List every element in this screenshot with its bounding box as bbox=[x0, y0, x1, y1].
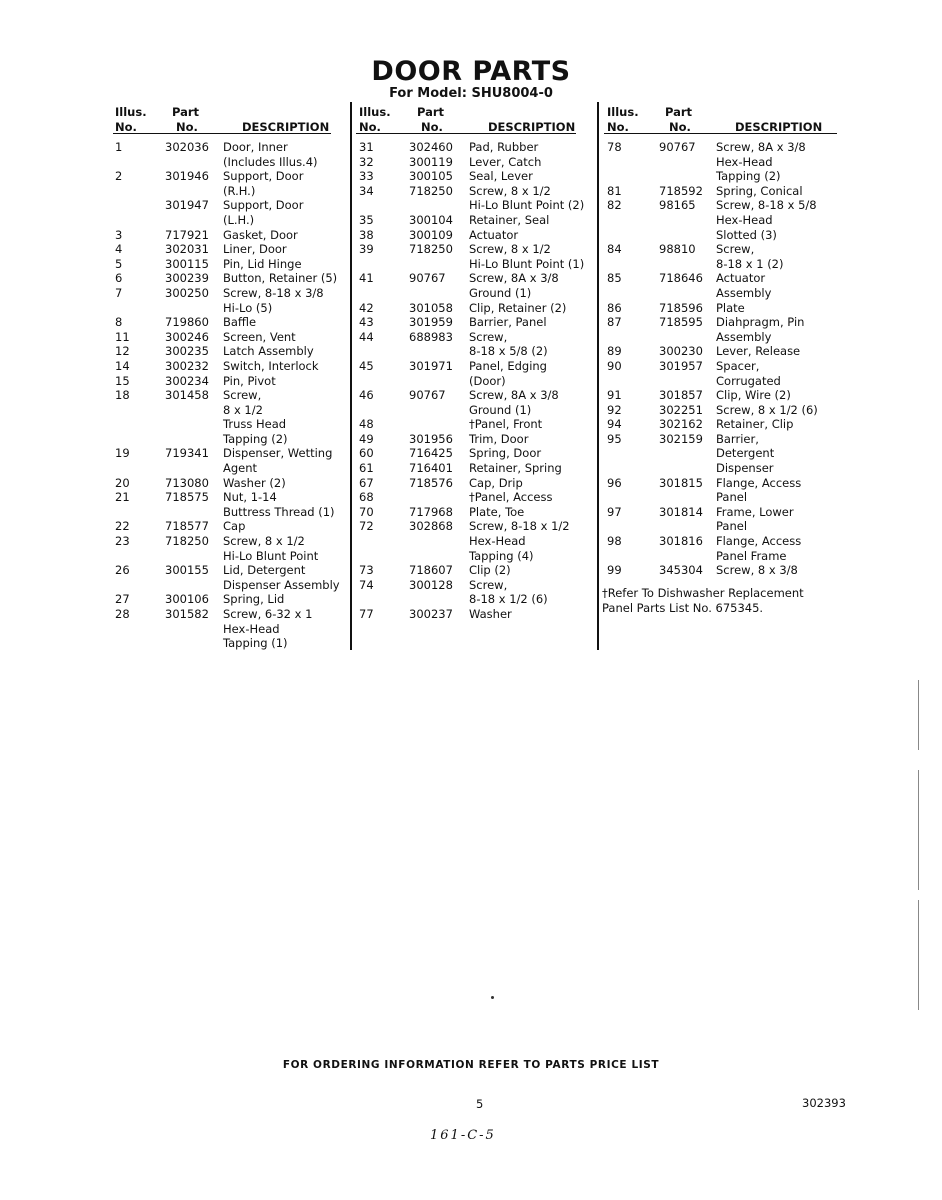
description-cell: Button, Retainer (5) bbox=[223, 271, 338, 286]
part-no-cell: 300239 bbox=[165, 271, 209, 286]
illus-no-cell: 90 bbox=[607, 358, 622, 373]
ordering-note: FOR ORDERING INFORMATION REFER TO PARTS PRICE LIST bbox=[282, 1059, 660, 1071]
part-no-cell: 301814 bbox=[659, 504, 703, 519]
illus-no-cell: 34 bbox=[359, 183, 374, 198]
description-cell: Corrugated bbox=[716, 373, 781, 388]
illus-header: Illus. bbox=[607, 105, 639, 119]
description-cell: Barrier, bbox=[716, 431, 759, 446]
description-cell: Pad, Rubber bbox=[469, 140, 539, 154]
footnote-line: Panel Parts List No. 675345. bbox=[602, 600, 764, 615]
description-cell: Spring, Conical bbox=[716, 183, 803, 198]
description-cell: Screw, 8-18 x 1/2 bbox=[469, 519, 570, 534]
illus-no-cell: 86 bbox=[607, 300, 622, 315]
illus-no-cell: 41 bbox=[359, 271, 374, 286]
description-cell: Lid, Detergent bbox=[223, 563, 306, 578]
illus-no-cell: 6 bbox=[115, 271, 123, 286]
illus-no-cell: 89 bbox=[607, 344, 622, 359]
part-no-cell: 90767 bbox=[409, 388, 446, 403]
description-header: DESCRIPTION bbox=[735, 120, 823, 134]
part-no-cell: 302251 bbox=[659, 402, 703, 417]
description-cell: Plate, Toe bbox=[469, 504, 525, 519]
description-cell: Retainer, Seal bbox=[469, 212, 550, 227]
part-no-cell: 718592 bbox=[659, 183, 703, 198]
part-no-cell: 345304 bbox=[659, 563, 703, 578]
part-no-cell: 718596 bbox=[659, 300, 703, 315]
part-no-cell: 301582 bbox=[165, 607, 209, 621]
part-no-cell: 716425 bbox=[409, 446, 453, 461]
description-cell: Assembly bbox=[716, 329, 772, 344]
part-no-cell: 300104 bbox=[409, 212, 453, 227]
part-no-cell: 717968 bbox=[409, 504, 453, 519]
illus-no-cell: 43 bbox=[359, 315, 374, 330]
description-cell: Plate bbox=[716, 300, 745, 315]
scan-mark bbox=[918, 900, 919, 1010]
illus-no-cell: 3 bbox=[115, 227, 123, 242]
illus-no-cell: 1 bbox=[115, 140, 123, 154]
part-no-header: No. bbox=[669, 120, 691, 134]
part-header: Part bbox=[172, 105, 200, 119]
part-no-cell: 718575 bbox=[165, 490, 209, 505]
illus-no-cell: 84 bbox=[607, 242, 622, 257]
part-no-cell: 301816 bbox=[659, 534, 703, 549]
description-cell: Screw, bbox=[469, 577, 508, 592]
description-cell: Barrier, Panel bbox=[469, 315, 547, 330]
description-cell: Dispenser, Wetting bbox=[223, 446, 333, 461]
illus-no-cell: 81 bbox=[607, 183, 622, 198]
part-no-cell: 718250 bbox=[409, 242, 453, 257]
part-no-cell: 300232 bbox=[165, 358, 209, 373]
part-no-cell: 301947 bbox=[165, 198, 209, 213]
part-no-cell: 300109 bbox=[409, 227, 453, 242]
part-no-cell: 716401 bbox=[409, 461, 453, 476]
illus-no-cell: 20 bbox=[115, 475, 130, 490]
part-no-cell: 300105 bbox=[409, 169, 453, 184]
part-no-cell: 718595 bbox=[659, 315, 703, 330]
illus-no-cell: 15 bbox=[115, 373, 130, 388]
description-cell: Screw, 8 x 3/8 bbox=[716, 563, 798, 578]
description-cell: Screen, Vent bbox=[223, 329, 296, 344]
description-cell: Clip (2) bbox=[469, 563, 511, 578]
part-no-cell: 301959 bbox=[409, 315, 453, 330]
illus-no-cell: 4 bbox=[115, 242, 123, 257]
part-no-cell: 301957 bbox=[659, 358, 703, 373]
description-cell: Screw, 8-18 x 5/8 bbox=[716, 198, 817, 213]
scan-mark bbox=[918, 680, 919, 750]
part-no-cell: 301971 bbox=[409, 358, 453, 373]
illus-no-cell: 19 bbox=[115, 446, 130, 461]
part-no-cell: 718607 bbox=[409, 563, 453, 578]
description-cell: Spacer, bbox=[716, 358, 760, 373]
description-cell: Cap bbox=[223, 519, 246, 534]
part-no-cell: 688983 bbox=[409, 329, 453, 344]
part-no-cell: 717921 bbox=[165, 227, 209, 242]
description-cell: Clip, Retainer (2) bbox=[469, 300, 567, 315]
description-cell: Tapping (1) bbox=[223, 636, 288, 651]
header-rule bbox=[604, 133, 837, 134]
description-cell: Screw, 8 x 1/2 bbox=[469, 242, 551, 257]
description-cell: Switch, Interlock bbox=[223, 358, 319, 373]
description-cell: Assembly bbox=[716, 285, 772, 300]
illus-no-cell: 18 bbox=[115, 388, 130, 403]
illus-no-cell: 67 bbox=[359, 475, 374, 490]
description-cell: Baffle bbox=[223, 315, 257, 330]
description-cell: Screw, 8 x 1/2 bbox=[469, 183, 551, 198]
part-no-cell: 302162 bbox=[659, 417, 703, 432]
illus-no-cell: 39 bbox=[359, 242, 374, 257]
illus-no-header: No. bbox=[115, 120, 137, 134]
illus-no-cell: 33 bbox=[359, 169, 374, 184]
description-cell: Nut, 1-14 bbox=[223, 490, 277, 505]
part-no-cell: 719860 bbox=[165, 315, 209, 330]
description-cell: Door, Inner bbox=[223, 140, 288, 154]
description-cell: Screw, 6-32 x 1 bbox=[223, 607, 313, 621]
description-cell: Panel, Edging bbox=[469, 358, 547, 373]
illus-no-cell: 31 bbox=[359, 140, 374, 154]
speck bbox=[491, 996, 494, 999]
part-no-cell: 301815 bbox=[659, 475, 703, 490]
part-no-cell: 718250 bbox=[409, 183, 453, 198]
footnote-line: †Refer To Dishwasher Replacement bbox=[602, 586, 804, 600]
illus-no-cell: 28 bbox=[115, 607, 130, 621]
description-cell: (Includes Illus.4) bbox=[223, 154, 318, 169]
description-cell: Flange, Access bbox=[716, 475, 802, 490]
illus-no-cell: 98 bbox=[607, 534, 622, 549]
description-cell: Truss Head bbox=[223, 417, 287, 432]
column-divider bbox=[350, 102, 352, 650]
part-no-cell: 301946 bbox=[165, 169, 209, 184]
description-cell: Screw, 8A x 3/8 bbox=[716, 140, 806, 154]
illus-no-cell: 42 bbox=[359, 300, 374, 315]
header-rule bbox=[113, 133, 331, 134]
description-cell: Clip, Wire (2) bbox=[716, 388, 791, 403]
description-cell: Screw, bbox=[469, 329, 508, 344]
description-cell: Latch Assembly bbox=[223, 344, 314, 359]
part-no-cell: 301857 bbox=[659, 388, 703, 403]
illus-no-cell: 61 bbox=[359, 461, 374, 476]
description-cell: Agent bbox=[223, 461, 258, 476]
description-cell: Screw, bbox=[716, 242, 755, 257]
description-cell: Hi-Lo Blunt Point bbox=[223, 548, 319, 563]
description-cell: †Panel, Front bbox=[469, 417, 543, 432]
illus-no-cell: 97 bbox=[607, 504, 622, 519]
description-cell: Actuator bbox=[716, 271, 766, 286]
illus-no-cell: 68 bbox=[359, 490, 374, 505]
illus-no-header: No. bbox=[607, 120, 629, 134]
description-cell: Hi-Lo (5) bbox=[223, 300, 273, 315]
description-cell: Screw, 8 x 1/2 (6) bbox=[716, 402, 818, 417]
illus-no-cell: 95 bbox=[607, 431, 622, 446]
part-no-cell: 301956 bbox=[409, 431, 453, 446]
part-no-cell: 300106 bbox=[165, 592, 209, 607]
part-no-cell: 300119 bbox=[409, 154, 453, 169]
part-no-cell: 718577 bbox=[165, 519, 209, 534]
illus-no-cell: 82 bbox=[607, 198, 622, 213]
illus-no-cell: 49 bbox=[359, 431, 374, 446]
description-cell: Hex-Head bbox=[716, 212, 773, 227]
description-cell: (R.H.) bbox=[223, 183, 256, 198]
description-cell: Buttress Thread (1) bbox=[223, 504, 335, 519]
description-cell: Panel bbox=[716, 490, 748, 505]
page-number: 5 bbox=[476, 1097, 484, 1111]
handwritten-note: 161-C-5 bbox=[430, 1128, 496, 1143]
part-no-header: No. bbox=[176, 120, 198, 134]
description-cell: Hi-Lo Blunt Point (1) bbox=[469, 256, 585, 271]
description-cell: Tapping (2) bbox=[223, 431, 288, 446]
description-cell: Spring, Door bbox=[469, 446, 542, 461]
part-header: Part bbox=[665, 105, 693, 119]
description-cell: Liner, Door bbox=[223, 242, 287, 257]
description-cell: Support, Door bbox=[223, 198, 304, 213]
description-cell: Screw, bbox=[223, 388, 262, 403]
part-no-cell: 302159 bbox=[659, 431, 703, 446]
illus-header: Illus. bbox=[115, 105, 147, 119]
illus-no-cell: 35 bbox=[359, 212, 374, 227]
illus-no-cell: 44 bbox=[359, 329, 374, 344]
description-header: DESCRIPTION bbox=[242, 120, 330, 134]
illus-no-cell: 21 bbox=[115, 490, 130, 505]
illus-no-header: No. bbox=[359, 120, 381, 134]
description-cell: 8-18 x 5/8 (2) bbox=[469, 344, 548, 359]
description-cell: 8 x 1/2 bbox=[223, 402, 263, 417]
illus-no-cell: 22 bbox=[115, 519, 130, 534]
illus-no-cell: 94 bbox=[607, 417, 622, 432]
illus-no-cell: 70 bbox=[359, 504, 374, 519]
description-cell: Panel Frame bbox=[716, 548, 787, 563]
footnote bbox=[602, 586, 852, 615]
part-no-cell: 302868 bbox=[409, 519, 453, 534]
description-cell: (Door) bbox=[469, 373, 506, 388]
illus-no-cell: 99 bbox=[607, 563, 622, 578]
description-cell: Flange, Access bbox=[716, 534, 802, 549]
illus-no-cell: 11 bbox=[115, 329, 130, 344]
illus-no-cell: 87 bbox=[607, 315, 622, 330]
part-no-cell: 300246 bbox=[165, 329, 209, 344]
illus-no-cell: 14 bbox=[115, 358, 130, 373]
document-number: 302393 bbox=[802, 1096, 846, 1110]
description-cell: Seal, Lever bbox=[469, 169, 533, 184]
description-cell: Screw, 8A x 3/8 bbox=[469, 388, 559, 403]
illus-no-cell: 38 bbox=[359, 227, 374, 242]
description-cell: Dispenser bbox=[716, 461, 774, 476]
description-cell: Ground (1) bbox=[469, 285, 532, 300]
part-no-cell: 90767 bbox=[659, 140, 696, 154]
illus-no-cell: 45 bbox=[359, 358, 374, 373]
part-no-cell: 300235 bbox=[165, 344, 209, 359]
illus-no-cell: 46 bbox=[359, 388, 374, 403]
illus-no-cell: 92 bbox=[607, 402, 622, 417]
description-cell: Hex-Head bbox=[469, 534, 526, 549]
description-cell: Diahpragm, Pin bbox=[716, 315, 805, 330]
illus-no-cell: 85 bbox=[607, 271, 622, 286]
part-no-cell: 302460 bbox=[409, 140, 453, 154]
column-divider bbox=[597, 102, 599, 650]
description-cell: Hi-Lo Blunt Point (2) bbox=[469, 198, 585, 213]
description-cell: Frame, Lower bbox=[716, 504, 794, 519]
part-no-cell: 713080 bbox=[165, 475, 209, 490]
illus-no-cell: 26 bbox=[115, 563, 130, 578]
scan-mark bbox=[918, 770, 919, 890]
description-cell: Trim, Door bbox=[469, 431, 529, 446]
description-cell: †Panel, Access bbox=[469, 490, 553, 505]
part-no-cell: 98810 bbox=[659, 242, 696, 257]
illus-no-cell: 78 bbox=[607, 140, 622, 154]
description-cell: 8-18 x 1/2 (6) bbox=[469, 592, 548, 607]
description-cell: Panel bbox=[716, 519, 748, 534]
description-cell: Pin, Pivot bbox=[223, 373, 276, 388]
part-no-cell: 718250 bbox=[165, 534, 209, 549]
description-cell: (L.H.) bbox=[223, 212, 255, 227]
part-no-header: No. bbox=[421, 120, 443, 134]
illus-no-cell: 48 bbox=[359, 417, 374, 432]
description-cell: Tapping (4) bbox=[469, 548, 534, 563]
description-cell: Screw, 8-18 x 3/8 bbox=[223, 285, 324, 300]
illus-no-cell: 96 bbox=[607, 475, 622, 490]
illus-header: Illus. bbox=[359, 105, 391, 119]
part-no-cell: 300234 bbox=[165, 373, 209, 388]
illus-no-cell: 2 bbox=[115, 169, 123, 184]
part-no-cell: 300237 bbox=[409, 607, 453, 621]
description-cell: Hex-Head bbox=[716, 154, 773, 169]
part-no-cell: 300230 bbox=[659, 344, 703, 359]
part-no-cell: 302031 bbox=[165, 242, 209, 257]
description-cell: Slotted (3) bbox=[716, 227, 777, 242]
description-cell: Support, Door bbox=[223, 169, 304, 184]
illus-no-cell: 8 bbox=[115, 315, 123, 330]
illus-no-cell: 91 bbox=[607, 388, 622, 403]
description-cell: Ground (1) bbox=[469, 402, 532, 417]
description-cell: 8-18 x 1 (2) bbox=[716, 256, 784, 271]
illus-no-cell: 73 bbox=[359, 563, 374, 578]
description-header: DESCRIPTION bbox=[488, 120, 576, 134]
illus-no-cell: 5 bbox=[115, 256, 123, 271]
illus-no-cell: 27 bbox=[115, 592, 130, 607]
part-no-cell: 301058 bbox=[409, 300, 453, 315]
illus-no-cell: 23 bbox=[115, 534, 130, 549]
description-cell: Detergent bbox=[716, 446, 775, 461]
part-no-cell: 302036 bbox=[165, 140, 209, 154]
description-cell: Lever, Catch bbox=[469, 154, 542, 169]
description-cell: Washer (2) bbox=[223, 475, 286, 490]
part-no-cell: 300250 bbox=[165, 285, 209, 300]
description-cell: Screw, 8A x 3/8 bbox=[469, 271, 559, 286]
description-cell: Pin, Lid Hinge bbox=[223, 256, 302, 271]
part-no-cell: 98165 bbox=[659, 198, 696, 213]
model-subtitle: For Model: SHU8004-0 bbox=[389, 86, 553, 101]
description-cell: Dispenser Assembly bbox=[223, 577, 340, 592]
part-no-cell: 719341 bbox=[165, 446, 209, 461]
illus-no-cell: 60 bbox=[359, 446, 374, 461]
header-rule bbox=[356, 133, 576, 134]
description-cell: Spring, Lid bbox=[223, 592, 285, 607]
part-no-cell: 300128 bbox=[409, 577, 453, 592]
description-cell: Screw, 8 x 1/2 bbox=[223, 534, 305, 549]
description-cell: Tapping (2) bbox=[716, 169, 781, 184]
part-no-cell: 300115 bbox=[165, 256, 209, 271]
part-no-cell: 90767 bbox=[409, 271, 446, 286]
part-no-cell: 718646 bbox=[659, 271, 703, 286]
description-cell: Hex-Head bbox=[223, 621, 280, 636]
illus-no-cell: 7 bbox=[115, 285, 123, 300]
description-cell: Retainer, Spring bbox=[469, 461, 562, 476]
description-cell: Lever, Release bbox=[716, 344, 801, 359]
illus-no-cell: 74 bbox=[359, 577, 374, 592]
illus-no-cell: 72 bbox=[359, 519, 374, 534]
page-title: DOOR PARTS bbox=[371, 56, 571, 87]
description-cell: Cap, Drip bbox=[469, 475, 523, 490]
part-no-cell: 718576 bbox=[409, 475, 453, 490]
description-cell: Washer bbox=[469, 607, 512, 621]
part-no-cell: 301458 bbox=[165, 388, 209, 403]
illus-no-cell: 77 bbox=[359, 607, 374, 621]
description-cell: Actuator bbox=[469, 227, 519, 242]
description-cell: Gasket, Door bbox=[223, 227, 298, 242]
part-no-cell: 300155 bbox=[165, 563, 209, 578]
description-cell: Retainer, Clip bbox=[716, 417, 794, 432]
part-header: Part bbox=[417, 105, 445, 119]
illus-no-cell: 12 bbox=[115, 344, 130, 359]
illus-no-cell: 32 bbox=[359, 154, 374, 169]
